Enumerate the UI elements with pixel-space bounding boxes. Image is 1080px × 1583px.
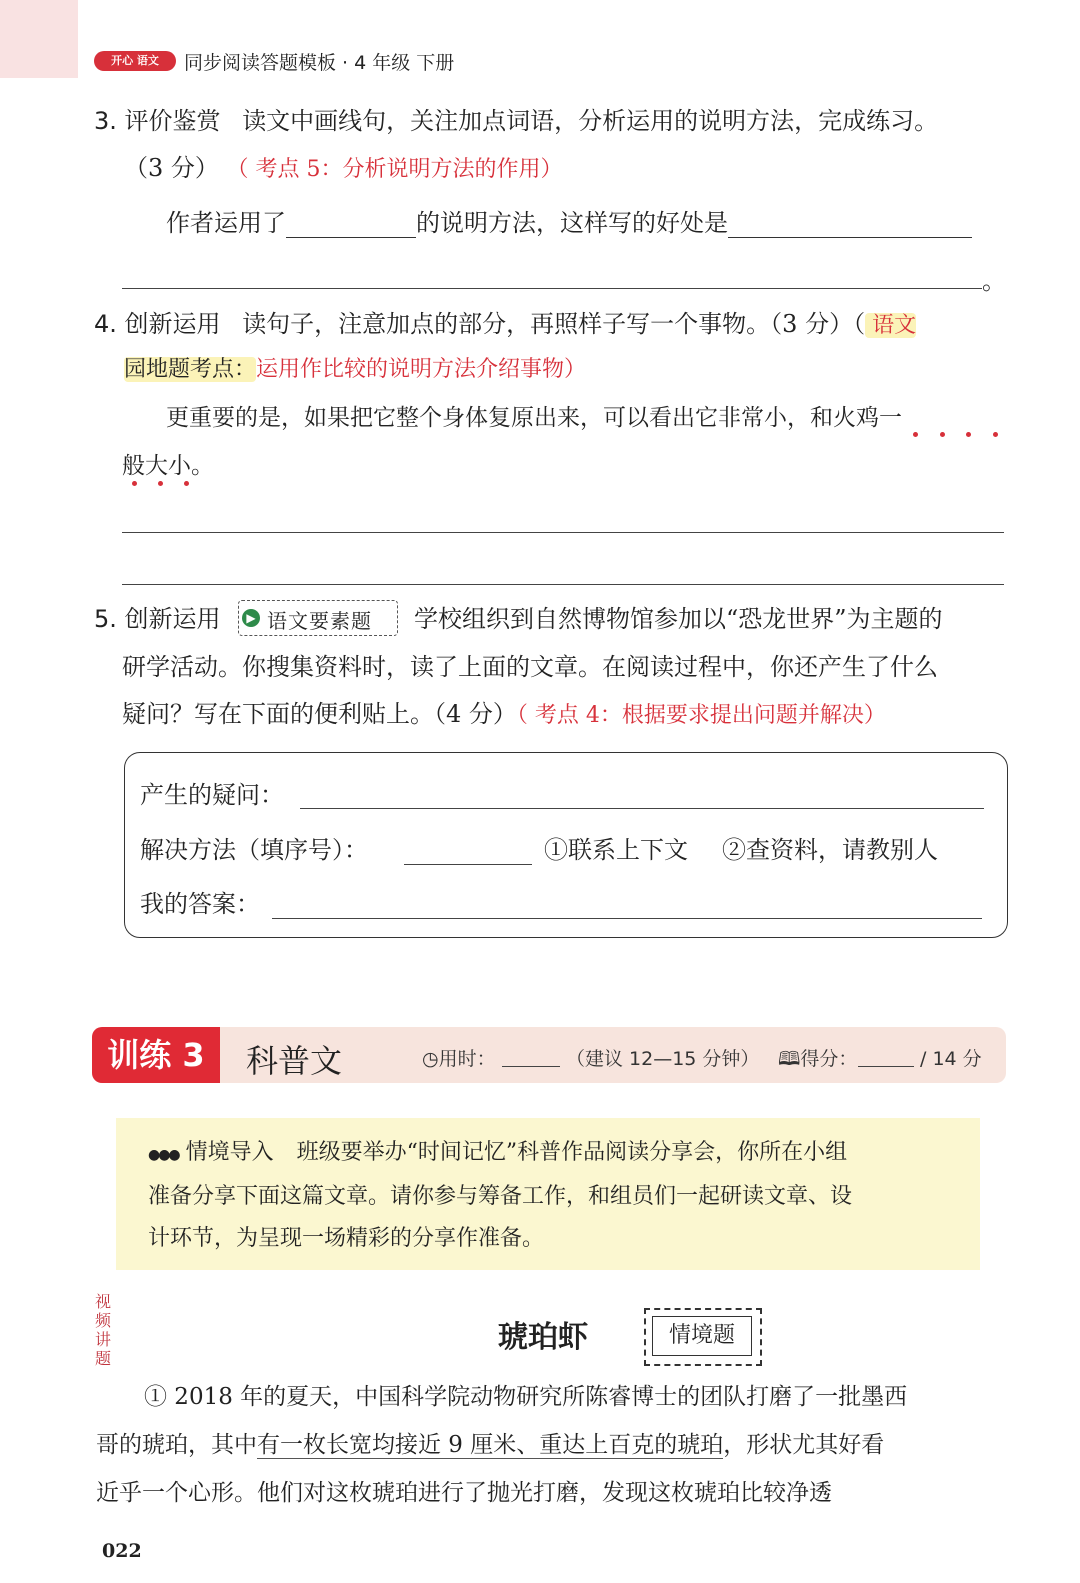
q5-heading	[94, 604, 221, 634]
q4-number: 4.	[94, 310, 117, 338]
q3-label: 评价鉴赏	[124, 107, 221, 135]
q3-blank-benefit[interactable]	[728, 211, 972, 238]
q3-end: 。	[982, 267, 1006, 295]
q5-point: （ 考点 4：根据要求提出问题并解决）	[516, 703, 886, 728]
page-number: 022	[102, 1540, 142, 1562]
time-hint: （建议 12—15 分钟）	[566, 1048, 760, 1070]
intro-line1	[148, 1138, 847, 1170]
training-badge: 训练 3	[92, 1027, 220, 1083]
q4-label: 创新运用	[124, 310, 221, 338]
article-p1-line1: ① 2018 年的夏天，中国科学院动物研究所陈睿博士的团队打磨了一批墨西	[144, 1384, 908, 1410]
q3-fill-a: 作者运用了	[166, 209, 286, 237]
brand-logo: 开心 语文	[94, 51, 176, 71]
underlined-sentence: 有一枚长宽均接近 9 厘米、重达上百克的琥珀	[257, 1432, 724, 1458]
q3-point: （ 考点 5：分析说明方法的作用）	[226, 157, 563, 182]
note-method-blank[interactable]	[404, 864, 532, 865]
emphasis-dot	[158, 481, 163, 486]
intro-line3: 计环节，为呈现一场精彩的分享作准备。	[148, 1226, 545, 1251]
score-blank[interactable]	[858, 1066, 914, 1067]
dots-icon: ●●●	[148, 1147, 179, 1163]
q4-example-line2: 般大小。	[122, 453, 214, 479]
note-question-line[interactable]	[300, 808, 984, 809]
training-title: 科普文	[246, 1042, 343, 1080]
note-option-2: ②查资料，请教别人	[722, 836, 938, 864]
training-banner	[92, 1027, 1006, 1083]
q4-line2	[124, 355, 586, 385]
q3-answer-line[interactable]	[122, 288, 982, 289]
q3-score: （3 分）	[124, 154, 219, 182]
p1-text-c: ，形状尤其好看	[723, 1432, 885, 1458]
emphasis-dot	[993, 432, 998, 437]
video-explain-label[interactable]: 视频讲题	[94, 1292, 111, 1368]
q3-fill-line	[166, 208, 972, 238]
q4-line1	[94, 309, 916, 341]
article-title: 琥珀虾	[498, 1320, 588, 1355]
book-icon: 🕮	[778, 1048, 801, 1070]
q5-line3	[122, 699, 886, 731]
q4-point-b: 园地题考点：	[124, 357, 257, 382]
scenario-stamp	[644, 1308, 762, 1366]
intro-line2: 准备分享下面这篇文章。请你参与筹备工作，和组员们一起研读文章、设	[148, 1184, 853, 1209]
stamp-label: 情境题	[652, 1316, 752, 1356]
q4-point-c: 运用作比较的说明方法介绍事物）	[256, 357, 587, 382]
q4-prompt: 读句子，注意加点的部分，再照样子写一个事物。（3 分）（	[242, 310, 866, 338]
emphasis-dot	[940, 432, 945, 437]
article-p1-line2	[96, 1430, 884, 1460]
note-answer-line[interactable]	[272, 918, 982, 919]
note-method-label: 解决方法（填序号）：	[140, 836, 368, 864]
play-icon: ▶	[242, 609, 260, 627]
note-question-label: 产生的疑问：	[140, 781, 284, 809]
q5-tag	[238, 600, 398, 636]
corner-decoration	[0, 0, 78, 78]
p1-text-a: 哥的琥珀，其中	[96, 1432, 257, 1458]
time-label: 用时：	[438, 1048, 496, 1070]
q5-line2: 研学活动。你搜集资料时，读了上面的文章。在阅读过程中，你还产生了什么	[122, 653, 938, 681]
q3-line1	[94, 106, 938, 136]
article-p1-line3: 近乎一个心形。他们对这枚琥珀进行了抛光打磨，发现这枚琥珀比较净透	[96, 1480, 832, 1506]
q3-fill-b: 的说明方法，这样写的好处是	[416, 209, 728, 237]
q5-line1: 学校组织到自然博物馆参加以“恐龙世界”为主题的	[414, 605, 943, 633]
q4-answer-line[interactable]	[122, 532, 1004, 533]
emphasis-dot	[132, 481, 137, 486]
q3-line2	[124, 153, 563, 185]
score-label: 得分：	[800, 1048, 858, 1070]
emphasis-dot	[913, 432, 918, 437]
q3-prompt: 读文中画线句，关注加点词语，分析运用的说明方法，完成练习。	[242, 107, 939, 135]
q5-label: 创新运用	[124, 605, 221, 633]
q4-point-a: 语文	[865, 313, 917, 338]
intro-label: 情境导入	[185, 1140, 274, 1165]
note-answer-label: 我的答案：	[140, 890, 260, 918]
time-blank[interactable]	[502, 1066, 560, 1067]
intro-text1: 班级要举办“时间记忆”科普作品阅读分享会，你所在小组	[296, 1140, 848, 1165]
emphasis-dot	[184, 481, 189, 486]
header-title: 同步阅读答题模板 · 4 年级 下册	[184, 52, 455, 74]
q4-example-line1: 更重要的是，如果把它整个身体复原出来，可以看出它非常小，和火鸡一	[166, 405, 902, 431]
q5-number: 5.	[94, 605, 117, 633]
note-option-1: ①联系上下文	[544, 836, 688, 864]
score-field	[778, 1044, 857, 1077]
clock-icon: ◷	[422, 1048, 439, 1070]
q5-tag-label: 语文要素题	[267, 609, 372, 633]
emphasis-dot	[966, 432, 971, 437]
time-field	[422, 1044, 496, 1071]
q5-line3-text: 疑问？写在下面的便利贴上。（4 分）	[122, 700, 517, 728]
score-total: / 14 分	[920, 1048, 982, 1070]
q4-answer-line[interactable]	[122, 584, 1004, 585]
q3-blank-method[interactable]	[286, 211, 416, 238]
q3-number: 3.	[94, 107, 117, 135]
